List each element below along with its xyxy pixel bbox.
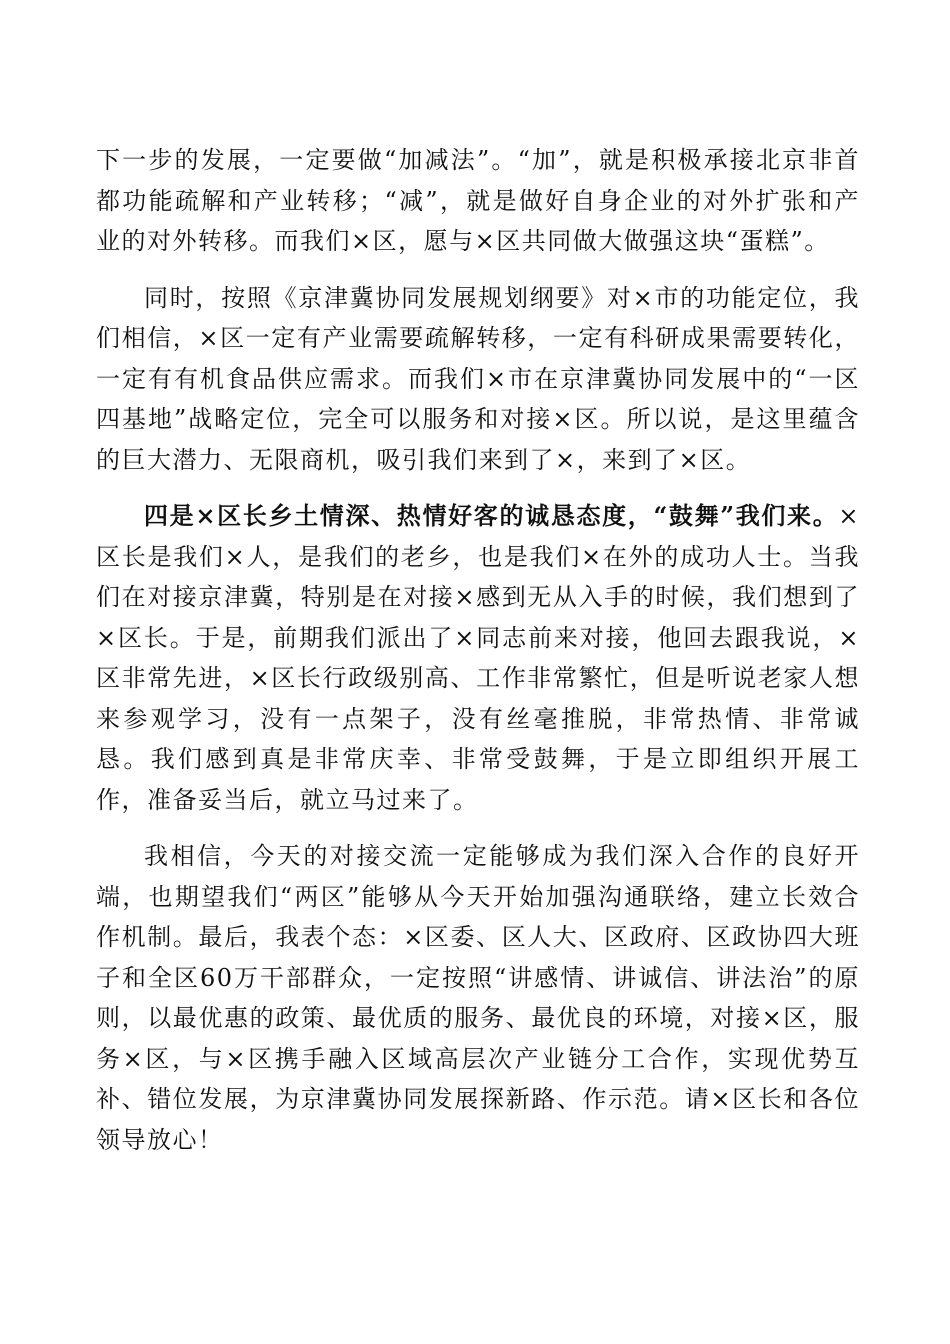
paragraph-1-text: 下一步的发展，一定要做“加减法”。“加”，就是积极承接北京非首都功能疏解和产业转移；“减”，就是做好自身企业的对外扩张和产业的对外转移。而我们×区，愿与×区共同做大做强这块“蛋糕”。 [96,146,860,255]
paragraph-4 [96,836,860,1160]
paragraph-3 [96,496,860,820]
paragraph-2-text: 同时，按照《京津冀协同发展规划纲要》对×市的功能定位，我们相信，×区一定有产业需要疏解转移，一定有科研成果需要转化，一定有有机食品供应需求。而我们×市在京津冀协同发展中的“一区四基地”战略定位，完全可以服务和对接×区。所以说，是这里蕴含的巨大潜力、无限商机，吸引我们来到了×，来到了×区。 [96,283,860,474]
paragraph-2 [96,278,860,481]
paragraph-1 [96,140,860,262]
document-body [96,140,860,1176]
paragraph-3-text: ×区长是我们×人，是我们的老乡，也是我们×在外的成功人士。当我们在对接京津冀，特别是在对接×感到无从入手的时候，我们想到了×区长。于是，前期我们派出了×同志前来对接，他回去跟我说，×区非常先进，×区长行政级别高、工作非常繁忙，但是听说老家人想来参观学习，没有一点架子，没有丝毫推脱，非常热情、非常诚恳。我们感到真是非常庆幸、非常受鼓舞，于是立即组织开展工作，准备妥当后，就立马过来了。 [96,502,860,814]
paragraph-3-bold-lead: 四是×区长乡土情深、热情好客的诚恳态度，“鼓舞”我们来。 [144,501,839,530]
paragraph-4-text: 我相信，今天的对接交流一定能够成为我们深入合作的良好开端，也期望我们“两区”能够从今天开始加强沟通联络，建立长效合作机制。最后，我表个态：×区委、区人大、区政府、区政协四大班子和全区60万干部群众，一定按照“讲感情、讲诚信、讲法治”的原则，以最优惠的政策、最优质的服务、最优良的环境，对接×区，服务×区，与×区携手融入区域高层次产业链分工合作，实现优势互补、错位发展，为京津冀协同发展探新路、作示范。请×区长和各位领导放心！ [96,842,860,1154]
